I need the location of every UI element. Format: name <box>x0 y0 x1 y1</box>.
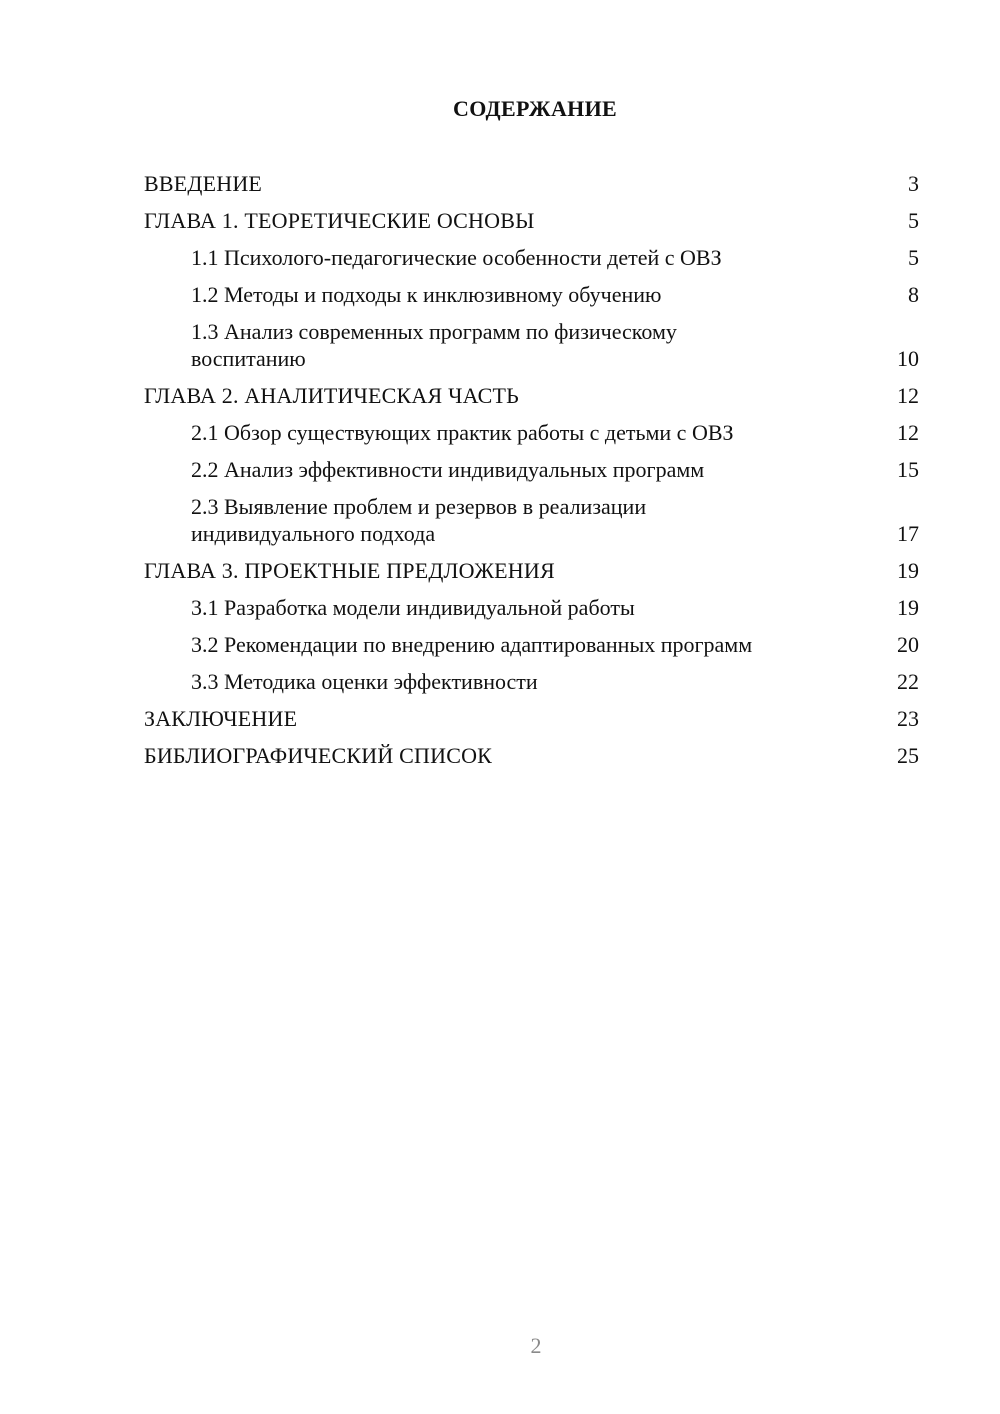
toc-entry-page: 15 <box>897 457 919 482</box>
toc-entry-section-2-2 <box>144 456 919 483</box>
toc-entry-chapter-3 <box>144 557 919 584</box>
toc-entry-text: ГЛАВА 1. ТЕОРЕТИЧЕСКИЕ ОСНОВЫ <box>144 208 535 233</box>
toc-entry-text: БИБЛИОГРАФИЧЕСКИЙ СПИСОК <box>144 743 493 768</box>
toc-entry-conclusion <box>144 705 919 732</box>
toc-entry-section-2-3 <box>144 493 919 547</box>
toc-title: СОДЕРЖАНИЕ <box>453 96 617 121</box>
toc-entry-text: 3.1 Разработка модели индивидуальной работы <box>191 595 635 620</box>
toc-entry-page: 5 <box>908 208 919 233</box>
toc-entry-page: 3 <box>908 171 919 196</box>
toc-entry-section-1-2 <box>144 281 919 308</box>
toc-entry-text: 3.2 Рекомендации по внедрению адаптированных программ <box>191 632 753 657</box>
toc-entry-chapter-1 <box>144 207 919 234</box>
toc-entry-bibliography <box>144 742 919 769</box>
toc-entry-introduction <box>144 170 919 197</box>
toc-entry-page: 20 <box>897 632 919 657</box>
toc-entry-chapter-2 <box>144 382 919 409</box>
toc-entry-page: 12 <box>897 383 919 408</box>
toc-entry-page: 25 <box>897 743 919 768</box>
toc-entry-section-2-1 <box>144 419 919 446</box>
toc-entry-page: 19 <box>897 595 919 620</box>
toc-entry-page: 23 <box>897 706 919 731</box>
toc-entry-text: 3.3 Методика оценки эффективности <box>191 669 538 694</box>
toc-entry-page: 19 <box>897 558 919 583</box>
table-of-contents <box>144 170 919 779</box>
toc-entry-text: ГЛАВА 2. АНАЛИТИЧЕСКАЯ ЧАСТЬ <box>144 383 519 408</box>
toc-entry-text: 2.3 Выявление проблем и резервов в реализации индивидуального подхода <box>191 494 647 546</box>
toc-entry-page: 10 <box>897 346 919 371</box>
toc-entry-page: 12 <box>897 420 919 445</box>
toc-entry-page: 5 <box>908 245 919 270</box>
toc-entry-section-3-2 <box>144 631 919 658</box>
page-number: 2 <box>530 1333 542 1358</box>
toc-entry-text: ГЛАВА 3. ПРОЕКТНЫЕ ПРЕДЛОЖЕНИЯ <box>144 558 555 583</box>
toc-entry-page: 8 <box>908 282 919 307</box>
toc-entry-text: 1.1 Психолого-педагогические особенности детей с ОВЗ <box>191 245 722 270</box>
toc-entry-section-1-3 <box>144 318 919 372</box>
toc-entry-page: 17 <box>897 521 919 546</box>
toc-entry-page: 22 <box>897 669 919 694</box>
toc-entry-text: 2.2 Анализ эффективности индивидуальных программ <box>191 457 705 482</box>
toc-entry-section-3-3 <box>144 668 919 695</box>
toc-entry-text: 1.2 Методы и подходы к инклюзивному обучению <box>191 282 662 307</box>
toc-entry-section-1-1 <box>144 244 919 271</box>
toc-entry-text: 1.3 Анализ современных программ по физическому воспитанию <box>191 319 677 371</box>
toc-entry-text: ВВЕДЕНИЕ <box>144 171 263 196</box>
toc-entry-section-3-1 <box>144 594 919 621</box>
toc-entry-text: ЗАКЛЮЧЕНИЕ <box>144 706 298 731</box>
toc-entry-text: 2.1 Обзор существующих практик работы с детьми с ОВЗ <box>191 420 734 445</box>
